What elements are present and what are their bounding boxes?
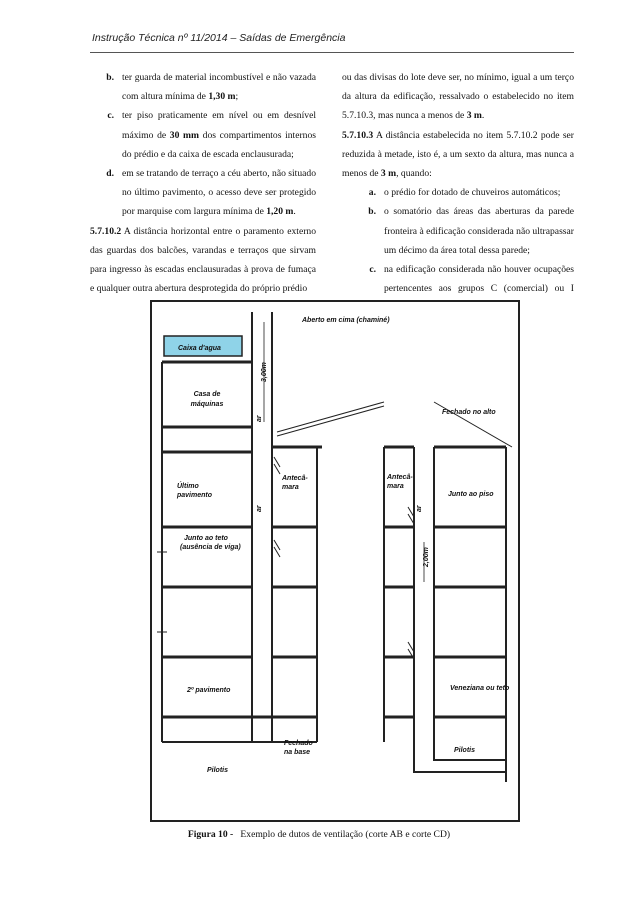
- bold-run: 1,30 m: [208, 91, 236, 103]
- item-text: na edificação considerada não houver ocupações pertencentes aos grupos C (comercial) ou I: [384, 264, 574, 295]
- caption-label: Figura 10 -: [187, 829, 234, 840]
- caption-text: Exemplo de dutos de ventilação (corte AB e corte CD): [240, 829, 451, 840]
- label-junto-teto-1: Junto ao teto: [184, 535, 228, 542]
- text-run: ;: [235, 91, 239, 103]
- label-dim-left: 3,00m: [261, 362, 268, 382]
- text-run: .: [293, 206, 296, 218]
- item-letter: c.: [107, 110, 114, 122]
- bold-run: 3 m: [380, 168, 397, 180]
- label-ultimo-2: pavimento: [177, 492, 213, 499]
- text-run: .: [481, 110, 485, 122]
- label-fechado-base-1: Fechado: [284, 740, 313, 747]
- text-run: dos compartimentos internos do prédio e da caixa de escada enclausurada;: [122, 129, 317, 160]
- item-text: [122, 164, 316, 222]
- list-item-a: [342, 183, 574, 202]
- item-letter: a.: [368, 187, 376, 199]
- label-ar-1: ar: [256, 415, 263, 422]
- text-run: ter piso praticamente em nível ou em desnível máximo de: [122, 110, 316, 141]
- list-item-b: [342, 202, 574, 260]
- left-column: [90, 68, 316, 298]
- bold-run: 30 mm: [169, 129, 200, 141]
- ventilation-duct-figure: [150, 300, 520, 822]
- list-item-c: [90, 106, 316, 164]
- label-pilotis-left: Pilotis: [207, 767, 229, 774]
- text-run: A distância estabelecida no item 5.7.10.2 pode ser reduzida à metade, isto é, a um sexto da altura, mas nunca a menos de: [342, 129, 574, 180]
- section-number: 5.7.10.2: [90, 225, 122, 237]
- label-antec-r-2: mara: [387, 483, 404, 490]
- label-junto-piso: Junto ao piso: [448, 491, 494, 498]
- paragraph-continuation: [342, 68, 574, 126]
- text-run: , quando:: [396, 168, 432, 180]
- text-run: em se tratando de terraço a céu aberto, não situado no último pavimento, o acesso deve ser protegido por marquise com largura mínima de: [122, 168, 316, 218]
- item-letter: b.: [368, 206, 376, 218]
- item-text: [122, 68, 316, 106]
- label-junto-teto-2: (ausência de viga): [180, 544, 241, 551]
- label-fechado-alto: Fechado no alto: [442, 409, 496, 416]
- item-text: [122, 106, 316, 164]
- label-ultimo-1: Último: [177, 483, 199, 490]
- list-item-b: [90, 68, 316, 106]
- label-casa-1: Casa de: [193, 391, 221, 398]
- label-segundo: 2º pavimento: [187, 687, 231, 694]
- label-antec-r-1: Antecâ-: [387, 474, 413, 481]
- section-drawing: [152, 302, 518, 820]
- label-pilotis-right: Pilotis: [454, 747, 476, 754]
- list-item-d: [90, 164, 316, 222]
- paragraph-5-7-10-2: [90, 222, 316, 299]
- bold-run: 1,20 m: [266, 206, 294, 218]
- label-caixa: Caixa d'agua: [178, 345, 221, 352]
- figure-caption: [0, 829, 638, 840]
- page-header: Instrução Técnica nº 11/2014 – Saídas de Emergência: [92, 32, 346, 44]
- item-text: o prédio for dotado de chuveiros automáticos;: [384, 187, 561, 199]
- label-dim-right: 2,00m: [423, 547, 430, 567]
- label-antec-l-2: mara: [282, 484, 299, 491]
- item-letter: c.: [369, 264, 376, 276]
- text-run: ter guarda de material incombustível e não vazada com altura mínima de: [122, 72, 316, 103]
- label-casa-2: máquinas: [190, 401, 224, 408]
- section-number: 5.7.10.3: [342, 129, 374, 141]
- item-letter: b.: [106, 72, 114, 83]
- bold-run: 3 m: [466, 110, 482, 122]
- label-aberto: Aberto em cima (chaminé): [302, 317, 390, 324]
- label-antec-l-1: Antecâ-: [282, 475, 308, 482]
- label-ar-2: ar: [256, 505, 263, 512]
- label-veneziana: Veneziana ou teto: [450, 685, 510, 692]
- label-ar-3: ar: [416, 505, 423, 512]
- label-fechado-base-2: na base: [284, 749, 311, 756]
- header-rule: [90, 52, 574, 53]
- text-run: ou das divisas do lote deve ser, no mínimo, igual a um terço da altura da edificação, ressalvado o estabelecido no item 5.7.10.3, mas nunca a menos de: [342, 72, 574, 122]
- item-text: o somatório das áreas das aberturas da parede fronteira à edificação considerada não ultrapassar um décimo da área total dessa parede;: [384, 206, 574, 256]
- right-column: [342, 68, 574, 318]
- text-run: A distância horizontal entre o paramento externo das guardas dos balcões, varandas e terraços que sirvam para ingresso às escadas enclausuradas à prova de fumaça e qualquer outra abertura desprotegida do próprio prédio: [90, 225, 316, 295]
- item-letter: d.: [106, 168, 114, 180]
- paragraph-5-7-10-3: [342, 126, 574, 184]
